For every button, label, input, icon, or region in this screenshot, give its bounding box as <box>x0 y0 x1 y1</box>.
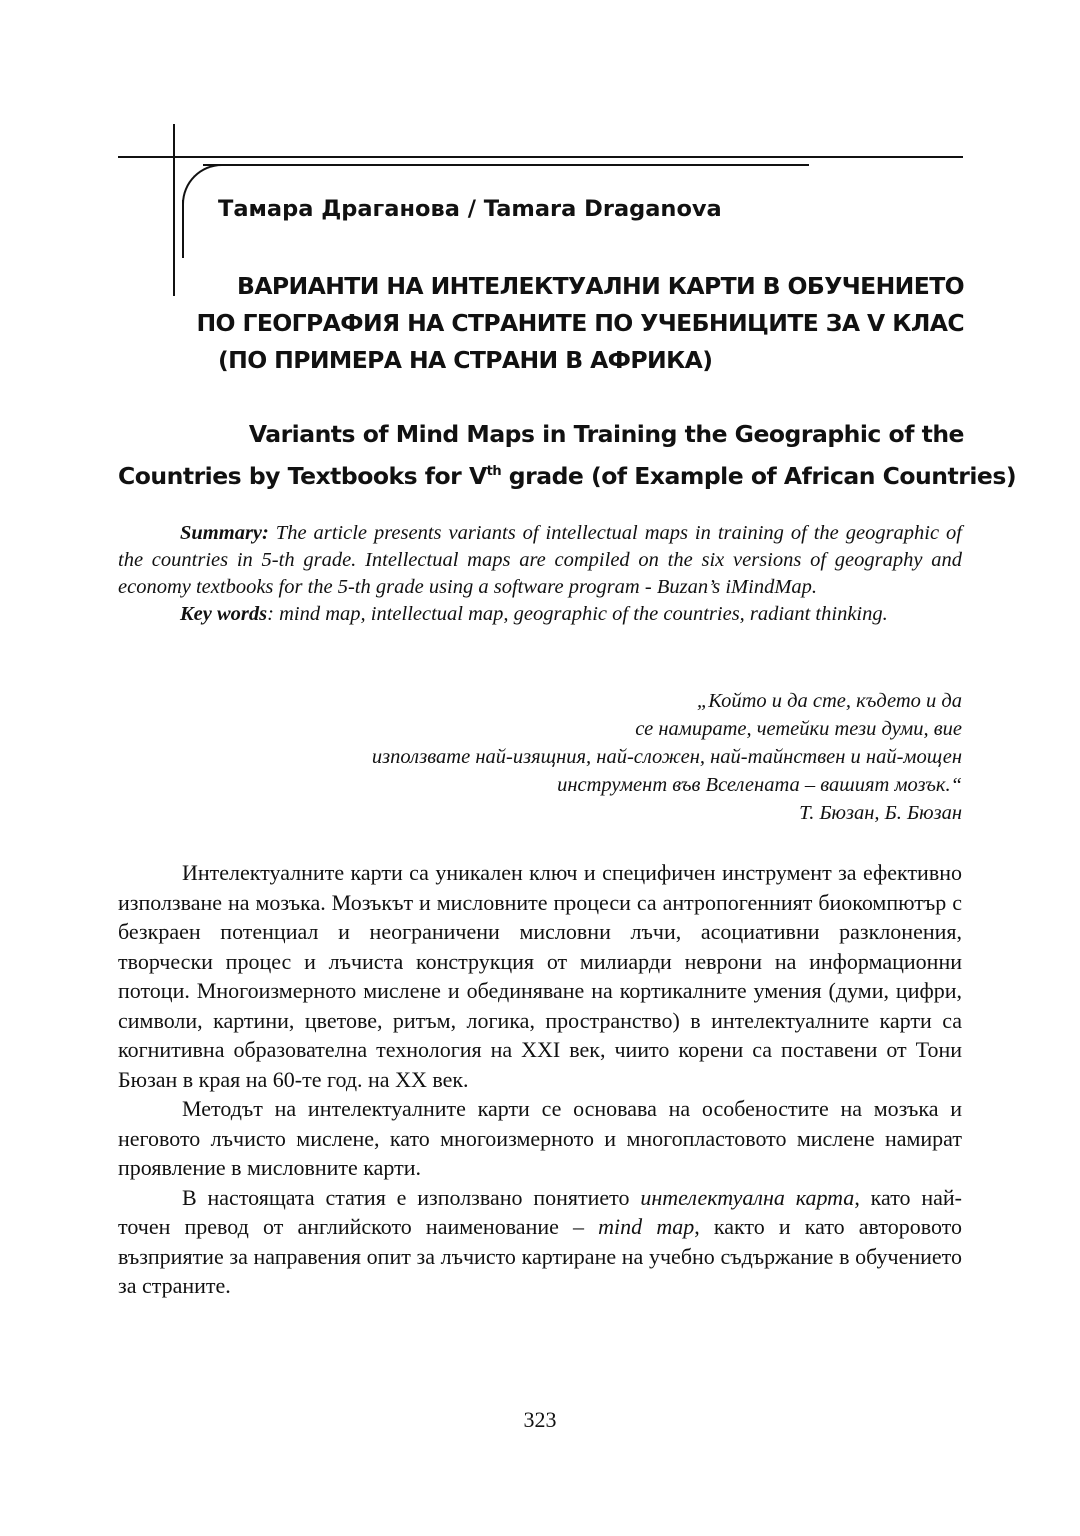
summary-paragraph <box>118 520 962 601</box>
body-paragraph-3: В настоящата статия е използвано понятието интелектуална карта, като най-точен превод от английското наименование – mind map, както и като авторовото възприятие за направения опит за лъчисто картиране на учебно съдържание в обучението за страните. <box>118 1184 962 1298</box>
summary-text: The article presents variants of intellectual maps in training of the geographic of the countries in 5-th grade. Intellectual maps are compiled on the six versions of geography and economy textbooks for the 5-th grade using a software program - Buzan’s iMindMap. <box>118 522 962 598</box>
header-rule <box>118 156 963 158</box>
epigraph <box>118 687 962 827</box>
summary-label: Summary: <box>180 522 269 544</box>
body-paragraph-1: Интелектуалните карти са уникален ключ и специфичен инструмент за ефективно използване на мозъка. Мозъкът и мисловните процеси са антропогенният биокомпютър с безкраен потенциал и неограничени мисловни лъчи, асоциативни разклонения, творчески процес и лъчиста конструкция от милиарди неврони на информационни потоци. Многоизмерното мислене и обединяване на кортикалните умения (думи, цифри, символи, картини, цветове, ритъм, логика, пространство) в интелектуалните карти са когнитивна образователна технология на XXI век, чиито корени са поставени от Тони Бюзан в края на 60-те год. на XX век. <box>118 860 962 1092</box>
epigraph-line: инструмент във Вселената – вашият мозък.“ <box>557 774 962 796</box>
abstract <box>118 520 962 628</box>
title-bulgarian <box>118 268 964 379</box>
title-bg-line-1: ВАРИАНТИ НА ИНТЕЛЕКТУАЛНИ КАРТИ В ОБУЧЕНИЕТО <box>237 272 964 300</box>
epigraph-line: използвате най-изящния, най-сложен, най-тайнствен и най-мощен <box>371 746 962 768</box>
body-paragraph-2: Методът на интелектуалните карти се основава на особеностите на мозъка и неговото лъчисто мислене, като многоизмерното и многопластовото мислене намират проявление в мисловните карти. <box>118 1096 962 1180</box>
body-text <box>118 858 962 1301</box>
title-en-line-1: Variants of Mind Maps in Training the Geographic of the <box>248 420 964 448</box>
inner-rule-vertical <box>182 200 184 258</box>
term-mind-map: mind map <box>598 1214 695 1239</box>
epigraph-attribution: Т. Бюзан, Б. Бюзан <box>799 802 962 824</box>
title-en-superscript: th <box>486 464 502 479</box>
title-bg-line-2: ПО ГЕОГРАФИЯ НА СТРАНИТЕ ПО УЧЕБНИЦИТЕ ЗА V КЛАС <box>196 309 964 337</box>
epigraph-line: „Който и да сте, където и да <box>696 690 962 712</box>
inner-corner-curve <box>182 164 222 204</box>
inner-rule-top <box>203 164 809 166</box>
keywords-paragraph <box>118 601 962 628</box>
author-name: Тамара Драганова / Tamara Draganova <box>218 196 722 222</box>
title-bg-line-3: (ПО ПРИМЕРА НА СТРАНИ В АФРИКА) <box>218 346 713 374</box>
epigraph-line: се намирате, четейки тези думи, вие <box>635 718 962 740</box>
keywords-text: : mind map, intellectual map, geographic of the countries, radiant thinking. <box>267 603 888 625</box>
page-number: 323 <box>523 1407 557 1432</box>
term-intellectual-map: интелектуална карта <box>640 1184 855 1210</box>
title-en-line-2: Countries by Textbooks for Vth grade (of Example of African Countries) <box>118 461 1017 490</box>
title-english <box>118 416 1017 495</box>
keywords-label: Key words <box>180 603 268 625</box>
